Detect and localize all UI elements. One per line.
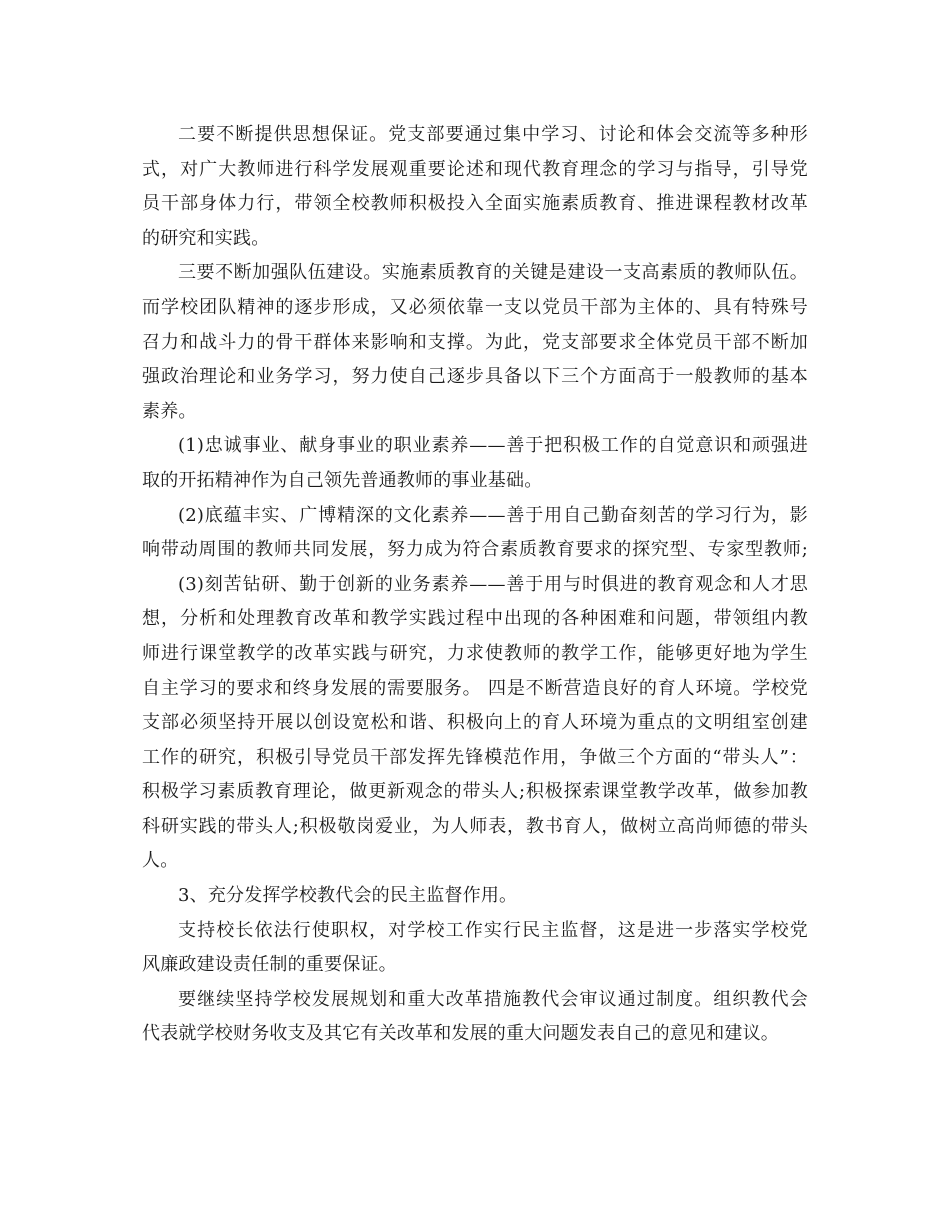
text-line: 代表就学校财务收支及其它有关改革和发展的重大问题发表自己的意见和建议。: [142, 1023, 779, 1045]
text-line: 积极学习素质教育理论，做更新观念的带头人;积极探索课堂教学改革，做参加教: [142, 781, 808, 803]
text-line: 人。: [142, 850, 179, 872]
text-line: 响带动周围的教师共同发展，努力成为符合素质教育要求的探究型、专家型教师;: [142, 539, 808, 561]
text-line: 师进行课堂教学的改革实践与研究，力求使教师的教学工作，能够更好地为学生: [142, 642, 808, 664]
text-line: 召力和战斗力的骨干群体来影响和支撑。为此，党支部要求全体党员干部不断加: [142, 331, 808, 353]
text-line: 员干部身体力行，带领全校教师积极投入全面实施素质教育、推进课程教材改革: [142, 193, 808, 215]
text-line: 式，对广大教师进行科学发展观重要论述和现代教育理念的学习与指导，引导党: [142, 158, 808, 180]
text-line: 三要不断加强队伍建设。实施素质教育的关键是建设一支高素质的教师队伍。: [178, 262, 808, 284]
text-line: 而学校团队精神的逐步形成，又必须依靠一支以党员干部为主体的、具有特殊号: [142, 296, 808, 318]
text-line: 支部必须坚持开展以创设宽松和谐、积极向上的育人环境为重点的文明组室创建: [142, 712, 808, 734]
text-line: (2)底蕴丰实、广博精深的文化素养——善于用自己勤奋刻苦的学习行为，影: [178, 504, 808, 526]
text-line: 支持校长依法行使职权，对学校工作实行民主监督，这是进一步落实学校党: [178, 919, 808, 941]
text-line: 要继续坚持学校发展规划和重大改革措施教代会审议通过制度。组织教代会: [178, 988, 808, 1010]
text-line: 工作的研究，积极引导党员干部发挥先锋模范作用，争做三个方面的“带头人”：: [142, 746, 808, 768]
text-line: 自主学习的要求和终身发展的需要服务。 四是不断营造良好的育人环境。学校党: [142, 677, 808, 699]
text-line: 想，分析和处理教育改革和教学实践过程中出现的各种困难和问题，带领组内教: [142, 608, 808, 630]
text-line: (3)刻苦钻研、勤于创新的业务素养——善于用与时俱进的教育观念和人才思: [178, 573, 808, 595]
document-body: [142, 118, 808, 1052]
section-heading: 3、充分发挥学校教代会的民主监督作用。: [178, 885, 518, 907]
text-line: 的研究和实践。: [142, 227, 270, 249]
text-line: (1)忠诚事业、献身事业的职业素养——善于把积极工作的自觉意识和顽强进: [178, 435, 808, 457]
text-line: 强政治理论和业务学习，努力使自己逐步具备以下三个方面高于一般教师的基本: [142, 366, 808, 388]
text-line: 二要不断提供思想保证。党支部要通过集中学习、讨论和体会交流等多种形: [178, 124, 808, 145]
text-line: 风廉政建设责任制的重要保证。: [142, 954, 397, 976]
text-line: 取的开拓精神作为自己领先普通教师的事业基础。: [142, 469, 543, 491]
text-line: 素养。: [142, 400, 197, 422]
text-line: 科研实践的带头人;积极敬岗爱业，为人师表，教书育人，做树立高尚师德的带头: [142, 815, 808, 837]
